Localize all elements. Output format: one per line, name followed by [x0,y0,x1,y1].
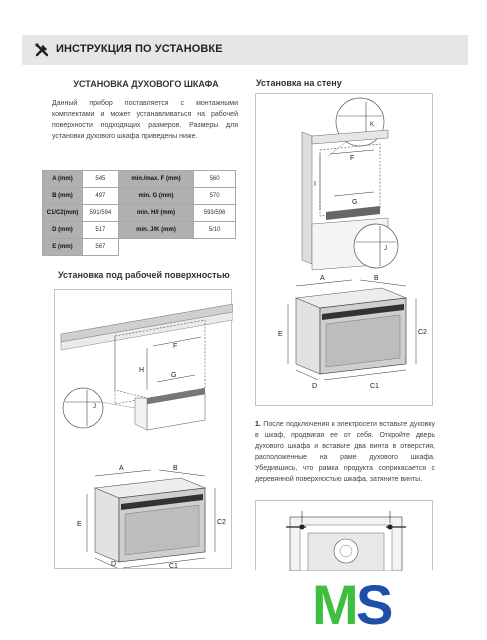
ms-logo [312,576,398,630]
dimensions-table [42,170,236,256]
table-cell: A (mm) [43,171,83,188]
label-g-wall: G [352,199,358,206]
label-i: I [314,181,316,188]
label-k: K [370,122,375,128]
label-g: G [171,372,177,379]
label-c1-wall: C1 [370,383,379,390]
oven-installation-heading: УСТАНОВКА ДУХОВОГО ШКАФА [73,79,219,89]
label-f: F [173,343,178,350]
table-cell: min./max. F (mm) [118,171,193,188]
table-row [43,239,236,256]
screw-diagram-frame [255,500,433,570]
worktop-installation-heading: Установка под рабочей поверхностью [58,270,230,280]
step-number: 1. [255,421,261,428]
wall-diagram-frame [255,93,433,406]
logo-letter-s: S [356,576,394,630]
section-header [22,35,468,65]
label-c2: C2 [217,519,226,526]
table-cell: D (mm) [43,222,83,239]
section-title: ИНСТРУКЦИЯ ПО УСТАНОВКЕ [56,43,223,55]
label-b-wall: B [374,275,379,282]
label-d: D [111,561,117,568]
table-cell: 560 [194,171,236,188]
label-h: H [139,367,145,374]
table-cell: 497 [82,188,118,205]
worktop-diagram [55,290,233,570]
table-cell: 5/10 [194,222,236,239]
table-cell: 545 [82,171,118,188]
label-f-wall: F [350,155,355,162]
table-cell: E (mm) [43,239,83,256]
table-cell: 567 [82,239,118,256]
table-row [43,205,236,222]
step-text: После подключения к электросети вставьте духовку в шкаф, продвигая ее от себя. Откройте дверь духового шкафа и вставьте два винта в отверстия, расположенные на раме духового шкафа. Убедившись, что рамка продукта соприкасается с деревянной поверхностью шкафа, затяните винты. [255,421,435,483]
label-j: J [93,404,96,410]
label-a-wall: A [320,275,325,282]
label-a: A [119,465,124,472]
worktop-diagram-frame [54,289,232,569]
table-row [43,188,236,205]
table-cell: B (mm) [43,188,83,205]
table-cell: min. G (mm) [118,188,193,205]
table-cell: 570 [194,188,236,205]
screw-diagram [256,501,434,571]
table-cell: 593/596 [194,205,236,222]
wall-diagram [256,94,434,407]
tools-icon [34,42,50,58]
table-cell: min. H/I (mm) [118,205,193,222]
wall-installation-heading: Установка на стену [256,78,342,88]
table-row [43,222,236,239]
table-cell: 591/594 [82,205,118,222]
label-e-wall: E [278,331,283,338]
table-cell: C1/C2(mm) [43,205,83,222]
label-e: E [77,521,82,528]
step-1-paragraph [255,419,435,485]
table-row [43,171,236,188]
table-cell: min. J/K (mm) [118,222,193,239]
label-d-wall: D [312,383,318,390]
label-b: B [173,465,178,472]
table-cell: 517 [82,222,118,239]
ms-logo-graphic [312,576,398,630]
logo-letter-m: M [312,576,359,630]
label-c1: C1 [169,563,178,570]
label-j-wall: J [384,246,387,252]
intro-paragraph: Данный прибор поставляется с монтажными комплектами и может устанавливаться на рабочей поверхности подходящих размеров. Размеры для установки духового шкафа приведены ниже. [52,100,238,140]
label-c2-wall: C2 [418,329,427,336]
